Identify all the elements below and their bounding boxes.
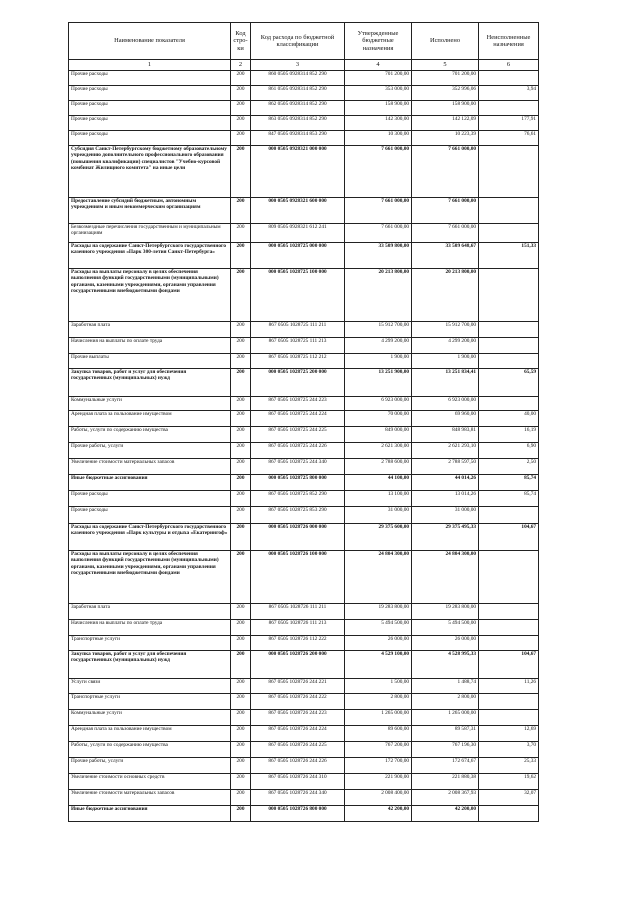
table-row [69,338,539,354]
table-row [69,243,539,269]
row-classification-code-cell: 867 0505 1028726 244 223 [251,710,345,726]
row-line-code-cell: 200 [231,322,251,338]
row-line-code-cell: 200 [231,116,251,131]
row-classification-code-cell: 000 0505 1028726 000 000 [251,524,345,551]
row-name-cell: Прочие работы, услуги [69,758,231,774]
row-executed-cell: 2 788 597,50 [412,459,479,475]
row-name-cell: Коммунальные услуги [69,397,231,411]
row-name-cell: Прочие расходы [69,101,231,116]
row-approved-cell: 2 788 600,00 [345,459,412,475]
row-approved-cell: 70 000,00 [345,411,412,427]
table-row [69,86,539,101]
row-executed-cell: 2 008 367,93 [412,790,479,806]
row-name-cell: Прочие расходы [69,131,231,146]
row-name-cell: Работы, услуги по содержанию имущества [69,427,231,443]
row-executed-cell: 31 000,00 [412,507,479,524]
row-classification-code-cell: 000 0505 1028725 000 000 [251,243,345,269]
table-row [69,475,539,491]
row-executed-cell: 20 213 800,00 [412,269,479,322]
row-approved-cell: 221 900,00 [345,774,412,790]
row-executed-cell: 24 804 300,00 [412,551,479,604]
row-line-code-cell: 200 [231,198,251,224]
column-number: 3 [251,60,345,71]
row-unexecuted-cell [479,354,539,369]
budget-report-page [68,22,538,822]
row-classification-code-cell: 867 0505 1028725 244 340 [251,459,345,475]
row-executed-cell: 2 800,00 [412,694,479,710]
row-unexecuted-cell [479,604,539,620]
table-row [69,551,539,604]
table-row [69,710,539,726]
row-approved-cell: 7 661 000,00 [345,224,412,243]
row-executed-cell: 13 014,26 [412,491,479,507]
row-classification-code-cell: 867 0505 1028725 244 225 [251,427,345,443]
row-unexecuted-cell [479,101,539,116]
row-classification-code-cell: 867 0505 1028725 244 223 [251,397,345,411]
row-approved-cell: 89 600,00 [345,726,412,742]
row-line-code-cell: 200 [231,694,251,710]
row-unexecuted-cell [479,806,539,822]
row-line-code-cell: 200 [231,224,251,243]
row-name-cell: Прочие расходы [69,71,231,86]
column-number-row [69,60,539,71]
row-executed-cell: 33 509 648,67 [412,243,479,269]
row-executed-cell: 4 528 995,33 [412,651,479,679]
row-approved-cell: 26 000,00 [345,636,412,651]
row-executed-cell: 29 375 495,33 [412,524,479,551]
row-line-code-cell: 200 [231,71,251,86]
row-approved-cell: 1 265 000,00 [345,710,412,726]
header-unexecuted: Неисполненные назначения [479,23,539,60]
row-unexecuted-cell: 85,74 [479,475,539,491]
row-classification-code-cell: 863 0505 0928314 852 290 [251,116,345,131]
row-line-code-cell: 200 [231,710,251,726]
row-name-cell: Начисления на выплаты по оплате труда [69,620,231,636]
row-approved-cell: 353 000,00 [345,86,412,101]
row-name-cell: Начисления на выплаты по оплате труда [69,338,231,354]
row-executed-cell: 142 122,09 [412,116,479,131]
row-line-code-cell: 200 [231,427,251,443]
row-unexecuted-cell: 25,33 [479,758,539,774]
row-approved-cell: 6 923 000,00 [345,397,412,411]
row-unexecuted-cell [479,224,539,243]
row-name-cell: Заработная плата [69,322,231,338]
row-name-cell: Арендная плата за пользование имуществом [69,411,231,427]
row-executed-cell: 44 014,26 [412,475,479,491]
row-line-code-cell: 200 [231,354,251,369]
row-classification-code-cell: 867 0505 1028725 852 290 [251,491,345,507]
row-classification-code-cell: 847 0505 0928314 853 290 [251,131,345,146]
table-row [69,694,539,710]
row-executed-cell: 4 299 200,00 [412,338,479,354]
row-unexecuted-cell: 76,61 [479,131,539,146]
row-approved-cell: 2 621 300,00 [345,443,412,459]
row-approved-cell: 13 251 900,00 [345,369,412,397]
row-classification-code-cell: 000 0505 1028726 200 000 [251,651,345,679]
row-approved-cell: 4 299 200,00 [345,338,412,354]
table-row [69,427,539,443]
row-classification-code-cell: 867 0505 1028726 244 226 [251,758,345,774]
row-line-code-cell: 200 [231,338,251,354]
row-approved-cell: 33 509 800,00 [345,243,412,269]
row-approved-cell: 5 494 500,00 [345,620,412,636]
row-name-cell: Транспортные услуги [69,694,231,710]
row-unexecuted-cell [479,694,539,710]
row-name-cell: Работы, услуги по содержанию имущества [69,742,231,758]
row-unexecuted-cell [479,636,539,651]
row-classification-code-cell: 867 0505 1028725 244 226 [251,443,345,459]
row-executed-cell: 89 587,31 [412,726,479,742]
table-row [69,758,539,774]
column-number: 1 [69,60,231,71]
row-line-code-cell: 200 [231,369,251,397]
row-approved-cell: 142 300,00 [345,116,412,131]
row-line-code-cell: 200 [231,742,251,758]
row-executed-cell: 1 900,00 [412,354,479,369]
row-unexecuted-cell [479,551,539,604]
row-classification-code-cell: 000 0505 0928321 000 000 [251,146,345,198]
row-line-code-cell: 200 [231,475,251,491]
table-row [69,101,539,116]
row-executed-cell: 158 900,00 [412,101,479,116]
row-name-cell: Расходы на содержание Санкт-Петербургского государственного казенного учреждения «Парк 300-летия Санкт-Петербурга» [69,243,231,269]
row-line-code-cell: 200 [231,620,251,636]
row-executed-cell: 69 960,00 [412,411,479,427]
row-classification-code-cell: 867 0505 1028725 112 212 [251,354,345,369]
row-name-cell: Услуги связи [69,679,231,694]
row-line-code-cell: 200 [231,679,251,694]
row-name-cell: Увеличение стоимости основных средств [69,774,231,790]
row-line-code-cell: 200 [231,524,251,551]
row-classification-code-cell: 867 0505 1028725 244 224 [251,411,345,427]
row-name-cell: Субсидия Санкт-Петербургскому бюджетному образовательному учреждению дополнительного профессионального образования (повышения квалификации) специалистов "Учебно-курсовой комбинат Жилищного комитета" на иные цели [69,146,231,198]
row-approved-cell: 44 100,00 [345,475,412,491]
row-unexecuted-cell [479,507,539,524]
row-name-cell: Увеличение стоимости материальных запасов [69,790,231,806]
row-classification-code-cell: 000 0505 1028725 100 000 [251,269,345,322]
row-classification-code-cell: 867 0505 1028726 111 211 [251,604,345,620]
row-line-code-cell: 200 [231,411,251,427]
row-unexecuted-cell: 85,74 [479,491,539,507]
row-name-cell: Заработная плата [69,604,231,620]
row-approved-cell: 1 500,00 [345,679,412,694]
row-line-code-cell: 200 [231,243,251,269]
table-row [69,774,539,790]
row-approved-cell: 2 008 400,00 [345,790,412,806]
table-row [69,443,539,459]
row-line-code-cell: 200 [231,636,251,651]
row-classification-code-cell: 867 0505 1028726 111 213 [251,620,345,636]
table-row [69,742,539,758]
row-approved-cell: 849 000,00 [345,427,412,443]
table-row [69,491,539,507]
table-row [69,790,539,806]
row-approved-cell: 701 200,00 [345,71,412,86]
row-line-code-cell: 200 [231,806,251,822]
row-unexecuted-cell [479,198,539,224]
row-executed-cell: 7 661 000,00 [412,224,479,243]
row-name-cell: Прочие работы, услуги [69,443,231,459]
row-classification-code-cell: 867 0505 1028725 111 211 [251,322,345,338]
row-approved-cell: 13 100,00 [345,491,412,507]
row-unexecuted-cell: 6,90 [479,443,539,459]
row-executed-cell: 848 983,81 [412,427,479,443]
row-line-code-cell: 200 [231,146,251,198]
row-classification-code-cell: 000 0505 0928321 600 000 [251,198,345,224]
row-classification-code-cell: 000 0505 1028726 800 000 [251,806,345,822]
row-classification-code-cell: 000 0505 1028726 100 000 [251,551,345,604]
header-executed: Исполнено [412,23,479,60]
column-number: 4 [345,60,412,71]
table-row [69,651,539,679]
row-classification-code-cell: 867 0505 1028726 244 225 [251,742,345,758]
row-approved-cell: 20 213 800,00 [345,269,412,322]
table-row [69,636,539,651]
table-row [69,806,539,822]
row-line-code-cell: 200 [231,651,251,679]
table-row [69,459,539,475]
row-name-cell: Расходы на выплаты персоналу в целях обеспечения выполнения функций государственными (муниципальными) органами, казенными учреждениями, органами управления государственными внебюджетными фондами [69,551,231,604]
table-row [69,322,539,338]
row-executed-cell: 15 912 700,00 [412,322,479,338]
row-name-cell: Прочие расходы [69,116,231,131]
header-classification-code: Код расхода по бюджетной классификации [251,23,345,60]
row-approved-cell: 2 800,00 [345,694,412,710]
row-unexecuted-cell: 16,19 [479,427,539,443]
row-line-code-cell: 200 [231,491,251,507]
row-name-cell: Иные бюджетные ассигнования [69,806,231,822]
row-name-cell: Прочие выплаты [69,354,231,369]
table-row [69,116,539,131]
row-unexecuted-cell [479,710,539,726]
table-row [69,524,539,551]
row-unexecuted-cell: 151,33 [479,243,539,269]
row-classification-code-cell: 867 0505 1028726 244 224 [251,726,345,742]
row-executed-cell: 1 265 000,00 [412,710,479,726]
row-classification-code-cell: 862 0505 0928314 852 290 [251,101,345,116]
table-row [69,146,539,198]
row-unexecuted-cell [479,620,539,636]
row-line-code-cell: 200 [231,269,251,322]
row-approved-cell: 19 283 800,00 [345,604,412,620]
row-unexecuted-cell [479,322,539,338]
row-name-cell: Транспортные услуги [69,636,231,651]
row-name-cell: Закупка товаров, работ и услуг для обеспечения государственных (муниципальных) нужд [69,651,231,679]
row-approved-cell: 172 700,00 [345,758,412,774]
table-row [69,198,539,224]
row-classification-code-cell: 867 0505 1028726 244 310 [251,774,345,790]
row-line-code-cell: 200 [231,551,251,604]
row-classification-code-cell: 867 0505 1028726 112 222 [251,636,345,651]
row-classification-code-cell: 867 0505 1028725 853 290 [251,507,345,524]
row-name-cell: Прочие расходы [69,507,231,524]
header-name: Наименование показателя [69,23,231,60]
row-unexecuted-cell: 19,62 [479,774,539,790]
row-unexecuted-cell: 2,50 [479,459,539,475]
row-unexecuted-cell: 65,59 [479,369,539,397]
budget-execution-table [68,22,539,822]
table-row [69,679,539,694]
row-executed-cell: 172 674,67 [412,758,479,774]
table-row [69,369,539,397]
table-row [69,411,539,427]
row-name-cell: Арендная плата за пользование имуществом [69,726,231,742]
row-approved-cell: 158 900,00 [345,101,412,116]
row-approved-cell: 15 912 700,00 [345,322,412,338]
table-row [69,397,539,411]
row-unexecuted-cell: 3,94 [479,86,539,101]
table-row [69,620,539,636]
table-body [69,71,539,822]
row-classification-code-cell: 000 0505 1028725 200 000 [251,369,345,397]
row-line-code-cell: 200 [231,459,251,475]
table-row [69,131,539,146]
row-executed-cell: 6 923 000,00 [412,397,479,411]
row-name-cell: Увеличение стоимости материальных запасов [69,459,231,475]
row-name-cell: Безвозмездные перечисления государственным и муниципальным организациям [69,224,231,243]
row-unexecuted-cell [479,269,539,322]
row-unexecuted-cell: 177,91 [479,116,539,131]
row-executed-cell: 2 621 293,10 [412,443,479,459]
row-name-cell: Прочие расходы [69,491,231,507]
row-name-cell: Предоставление субсидий бюджетным, автономным учреждениям и иным некоммерческим организациям [69,198,231,224]
row-approved-cell: 4 529 100,00 [345,651,412,679]
row-line-code-cell: 200 [231,726,251,742]
row-classification-code-cell: 867 0505 1028726 244 340 [251,790,345,806]
row-unexecuted-cell: 12,69 [479,726,539,742]
row-name-cell: Расходы на содержание Санкт-Петербургского государственного казенного учреждения «Парк культуры и отдыха «Екатерингоф» [69,524,231,551]
column-number: 5 [412,60,479,71]
row-approved-cell: 767 200,00 [345,742,412,758]
row-unexecuted-cell: 11,26 [479,679,539,694]
row-classification-code-cell: 867 0505 1028726 244 222 [251,694,345,710]
row-classification-code-cell: 867 0505 1028726 244 221 [251,679,345,694]
row-executed-cell: 10 223,39 [412,131,479,146]
row-line-code-cell: 200 [231,507,251,524]
row-name-cell: Прочие расходы [69,86,231,101]
table-row [69,604,539,620]
row-classification-code-cell: 000 0505 1028725 800 000 [251,475,345,491]
row-approved-cell: 7 661 000,00 [345,146,412,198]
row-executed-cell: 19 283 800,00 [412,604,479,620]
table-header-row [69,23,539,60]
column-number: 2 [231,60,251,71]
row-executed-cell: 352 996,06 [412,86,479,101]
table-row [69,507,539,524]
table-row [69,354,539,369]
table-row [69,224,539,243]
row-name-cell: Расходы на выплаты персоналу в целях обеспечения выполнения функций государственными (муниципальными) органами, казенными учреждениями, органами управления государственными внебюджетными фондами [69,269,231,322]
row-executed-cell: 42 200,00 [412,806,479,822]
row-line-code-cell: 200 [231,86,251,101]
row-executed-cell: 1 488,74 [412,679,479,694]
row-line-code-cell: 200 [231,774,251,790]
row-line-code-cell: 200 [231,443,251,459]
row-classification-code-cell: 809 0505 0928321 612 241 [251,224,345,243]
row-executed-cell: 7 661 000,00 [412,198,479,224]
row-unexecuted-cell [479,338,539,354]
row-unexecuted-cell [479,397,539,411]
table-row [69,726,539,742]
row-executed-cell: 701 200,00 [412,71,479,86]
column-number: 6 [479,60,539,71]
row-executed-cell: 5 494 500,00 [412,620,479,636]
row-executed-cell: 7 661 000,00 [412,146,479,198]
row-executed-cell: 767 196,30 [412,742,479,758]
row-line-code-cell: 200 [231,604,251,620]
row-unexecuted-cell: 32,07 [479,790,539,806]
row-approved-cell: 10 300,00 [345,131,412,146]
row-line-code-cell: 200 [231,397,251,411]
row-unexecuted-cell: 104,67 [479,651,539,679]
row-approved-cell: 42 200,00 [345,806,412,822]
row-name-cell: Иные бюджетные ассигнования [69,475,231,491]
row-executed-cell: 26 000,00 [412,636,479,651]
header-line-code: Код стро-ки [231,23,251,60]
row-line-code-cell: 200 [231,101,251,116]
row-executed-cell: 221 880,38 [412,774,479,790]
row-approved-cell: 1 900,00 [345,354,412,369]
row-classification-code-cell: 861 0505 0928314 852 290 [251,86,345,101]
table-row [69,71,539,86]
row-line-code-cell: 200 [231,790,251,806]
row-name-cell: Коммунальные услуги [69,710,231,726]
header-approved: Утвержденные бюджетные назначения [345,23,412,60]
row-classification-code-cell: 867 0505 1028725 111 213 [251,338,345,354]
row-approved-cell: 29 375 600,00 [345,524,412,551]
row-unexecuted-cell: 104,67 [479,524,539,551]
row-line-code-cell: 200 [231,131,251,146]
row-unexecuted-cell [479,146,539,198]
row-unexecuted-cell: 40,00 [479,411,539,427]
row-approved-cell: 31 000,00 [345,507,412,524]
row-unexecuted-cell: 3,70 [479,742,539,758]
table-row [69,269,539,322]
row-unexecuted-cell [479,71,539,86]
row-approved-cell: 24 804 300,00 [345,551,412,604]
row-line-code-cell: 200 [231,758,251,774]
row-classification-code-cell: 860 0505 0928314 852 290 [251,71,345,86]
row-approved-cell: 7 661 000,00 [345,198,412,224]
row-executed-cell: 13 251 834,41 [412,369,479,397]
row-name-cell: Закупка товаров, работ и услуг для обеспечения государственных (муниципальных) нужд [69,369,231,397]
